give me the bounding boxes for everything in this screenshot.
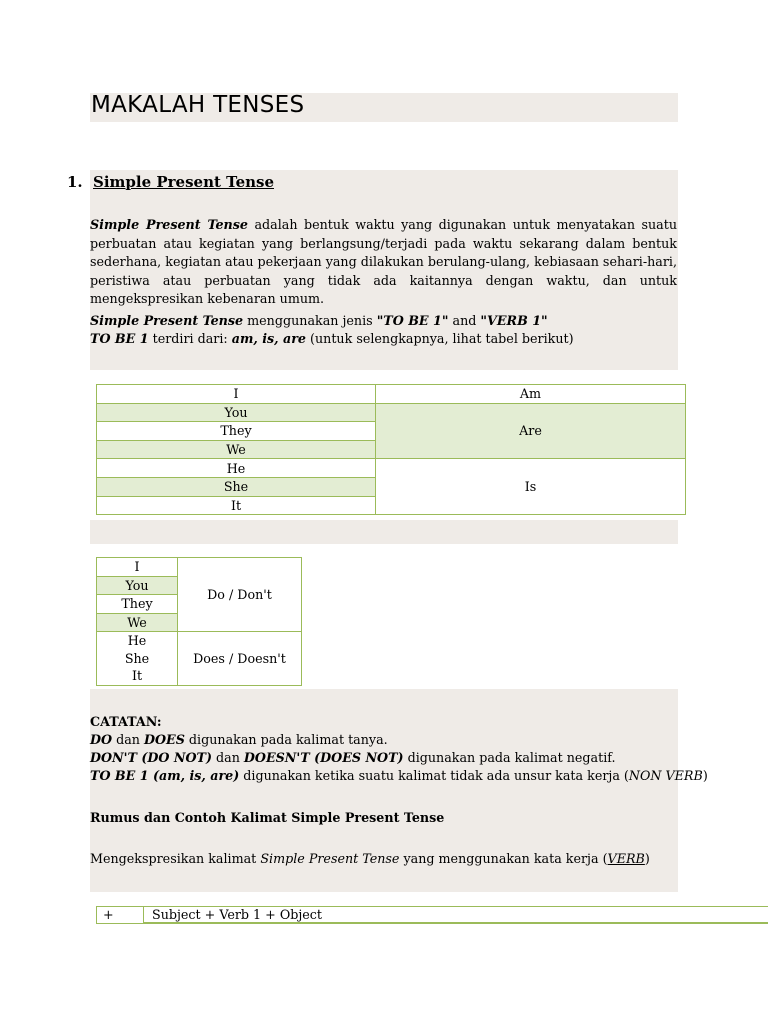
section-title: Simple Present Tense [93,173,275,191]
subject-cell: You [97,403,376,422]
table-row [97,385,686,404]
text: yang menggunakan kata kerja ( [399,851,608,866]
notes [90,713,708,785]
subject-cell: They [97,422,376,441]
subject-cell: I [97,558,178,577]
text: ) [644,851,650,866]
formula-expression: Subject + Verb 1 + Object [144,906,768,924]
keyword: VERB [607,851,645,866]
keyword: DOES [144,732,185,747]
text: Mengekspresikan kalimat [90,851,261,866]
definition-text: adalah bentuk waktu yang digunakan untuk menyatakan suatu perbuatan atau kegiatan yang berlangsung/terjadi pada waktu sekarang dalam bentuk sederhana, kegiatan atau pekerjaan yang dilakukan berulang-ulang, kebiasaan sehari-hari, peristiwa atau perbuatan yang tidak ada kaitannya dengan waktu, dan untuk mengekspresikan kebenaran umum. [90,217,678,306]
subject-cell: I [97,385,376,404]
subject-cell: He [97,459,376,478]
section-heading [67,173,274,191]
subject-he: He [127,633,147,648]
table-row [97,459,686,478]
text: digunakan pada kalimat negatif. [403,750,616,765]
auxiliary-cell: Does / Doesn't [178,632,302,686]
text: and [448,313,481,328]
formula-sign: + [96,906,144,924]
subject-cell: She [97,477,376,496]
table-band [90,520,678,544]
term: TO BE 1 [90,331,149,346]
text: dan [211,750,244,765]
table-row [97,632,302,686]
keyword: TO BE 1 (am, is, are) [90,768,240,783]
keyword: DOESN'T (DOES NOT) [243,750,404,765]
term: Simple Present Tense [260,851,400,866]
subject-cell: We [97,613,178,632]
subject-she: She [124,650,150,666]
note-line [90,749,708,767]
text: digunakan ketika suatu kalimat tidak ada unsur kata kerja ( [239,768,629,783]
expression-line [90,851,650,866]
tobe-line-2 [90,330,677,348]
note-line [90,767,708,785]
note-line [90,731,708,749]
tobe-label: "TO BE 1" [376,313,449,328]
text: digunakan pada kalimat tanya. [184,732,388,747]
keyword: NON VERB [628,768,703,783]
term: Simple Present Tense [90,217,248,232]
formula-heading: Rumus dan Contoh Kalimat Simple Present Tense [90,810,445,825]
subject-cell: They [97,595,178,614]
table-row [97,558,302,577]
tobe-cell: Am [376,385,686,404]
tobe-cell: Are [376,403,686,459]
keyword: DO [90,732,113,747]
tobe-line-1 [90,312,677,330]
text: dan [112,732,144,747]
text: ) [702,768,708,783]
tobe-cell: Is [376,459,686,515]
tobe-paragraph [90,312,677,348]
text: terdiri dari: [148,331,232,346]
tobe-list: am, is, are [231,331,306,346]
auxiliary-cell: Do / Don't [178,558,302,632]
subject-cell: You [97,576,178,595]
term: Simple Present Tense [90,313,244,328]
tobe-table [96,384,686,515]
keyword: DON'T (DO NOT) [90,750,212,765]
text: menggunakan jenis [243,313,377,328]
subject-it: It [131,668,143,683]
definition-paragraph [90,216,677,309]
subject-cell: It [97,496,376,515]
section-number: 1. [67,173,83,191]
verb-label: "VERB 1" [480,313,548,328]
document-title: MAKALAH TENSES [91,92,305,118]
subject-cell [97,632,178,686]
text: (untuk selengkapnya, lihat tabel berikut) [306,331,574,346]
subject-cell: We [97,440,376,459]
notes-heading: CATATAN: [90,714,162,729]
table-row [97,403,686,422]
do-does-table [96,557,302,686]
